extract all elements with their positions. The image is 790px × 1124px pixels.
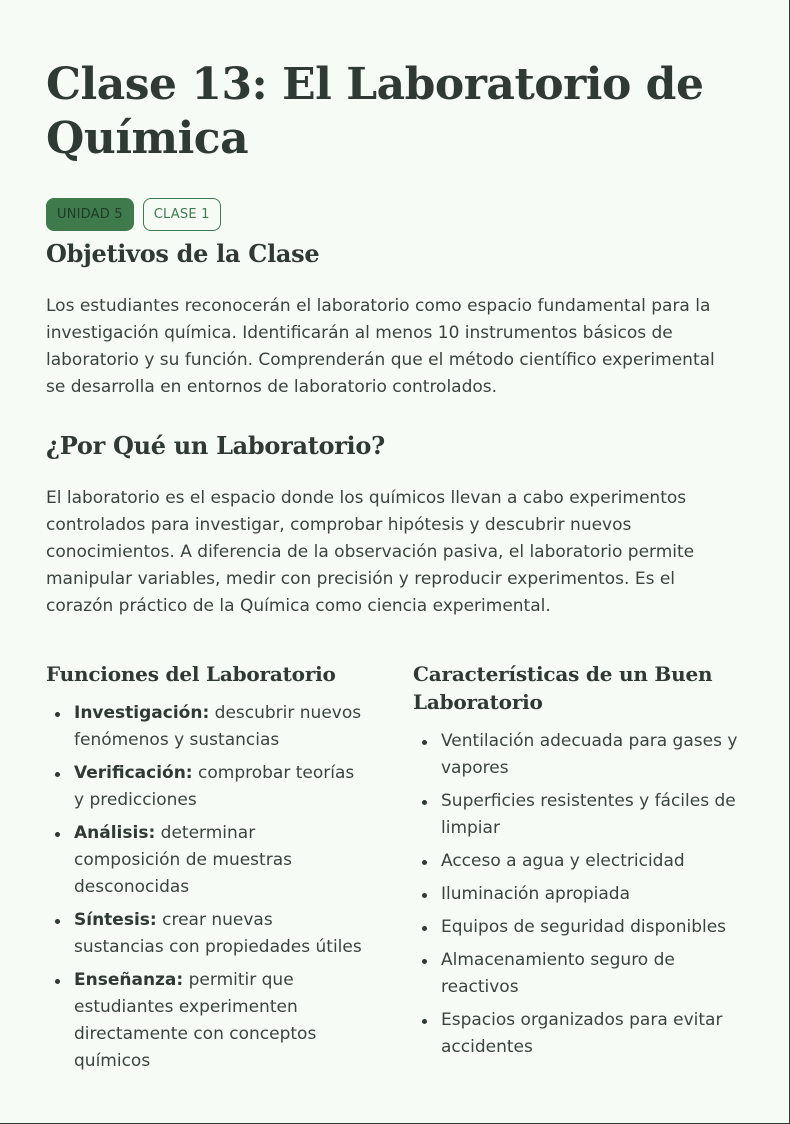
list-item <box>46 967 366 1075</box>
list-item-desc: permitir que estudiantes experimenten directamente con conceptos químicos <box>74 970 317 1071</box>
list-item: Almacenamiento seguro de reactivos <box>413 947 743 1001</box>
why-lab-heading: ¿Por Qué un Laboratorio? <box>46 431 385 460</box>
functions-column <box>46 660 413 1081</box>
list-item <box>46 907 366 961</box>
list-item-term: Análisis: <box>74 823 156 843</box>
list-item <box>46 760 366 814</box>
why-lab-section <box>46 431 743 620</box>
page-title: Clase 13: El Laboratorio de Química <box>46 59 704 164</box>
list-item: Iluminación apropiada <box>413 881 743 908</box>
characteristics-list <box>413 728 743 1061</box>
list-item: Espacios organizados para evitar accidentes <box>413 1007 743 1061</box>
list-item <box>46 700 366 754</box>
characteristics-heading: Características de un Buen Laboratorio <box>413 662 713 714</box>
list-item-desc: determinar composición de muestras desconocidas <box>74 823 292 897</box>
class-badge: CLASE 1 <box>143 198 221 231</box>
characteristics-column <box>413 660 743 1081</box>
list-item: Ventilación adecuada para gases y vapores <box>413 728 743 782</box>
list-item: Superficies resistentes y fáciles de limpiar <box>413 788 743 842</box>
list-item-desc: crear nuevas sustancias con propiedades útiles <box>74 910 362 957</box>
objectives-text: Los estudiantes reconocerán el laboratorio como espacio fundamental para la investigación química. Identificarán al menos 10 instrumentos básicos de laboratorio y su función. Comprenderán que el método científico experimental se desarrolla en entornos de laboratorio controlados. <box>46 296 715 397</box>
list-item-term: Investigación: <box>74 703 210 723</box>
list-item-term: Verificación: <box>74 763 193 783</box>
list-item-desc: comprobar teorías y predicciones <box>74 763 355 810</box>
why-lab-text: El laboratorio es el espacio donde los químicos llevan a cabo experimentos controlados para investigar, comprobar hipótesis y descubrir nuevos conocimientos. A diferencia de la observación pasiva, el laboratorio permite manipular variables, medir con precisión y reproducir experimentos. Es el corazón práctico de la Química como ciencia experimental. <box>46 488 695 616</box>
unit-badge: UNIDAD 5 <box>46 198 134 231</box>
list-item-term: Síntesis: <box>74 910 157 930</box>
list-item: Equipos de seguridad disponibles <box>413 914 743 941</box>
list-item-term: Enseñanza: <box>74 970 184 990</box>
list-item <box>46 820 366 901</box>
objectives-section <box>46 239 743 401</box>
two-column-section <box>46 660 743 1081</box>
badge-row <box>46 198 743 231</box>
list-item: Acceso a agua y electricidad <box>413 848 743 875</box>
functions-heading: Funciones del Laboratorio <box>46 662 336 686</box>
list-item-desc: descubrir nuevos fenómenos y sustancias <box>74 703 362 750</box>
functions-list <box>46 700 413 1075</box>
objectives-heading: Objetivos de la Clase <box>46 239 320 268</box>
